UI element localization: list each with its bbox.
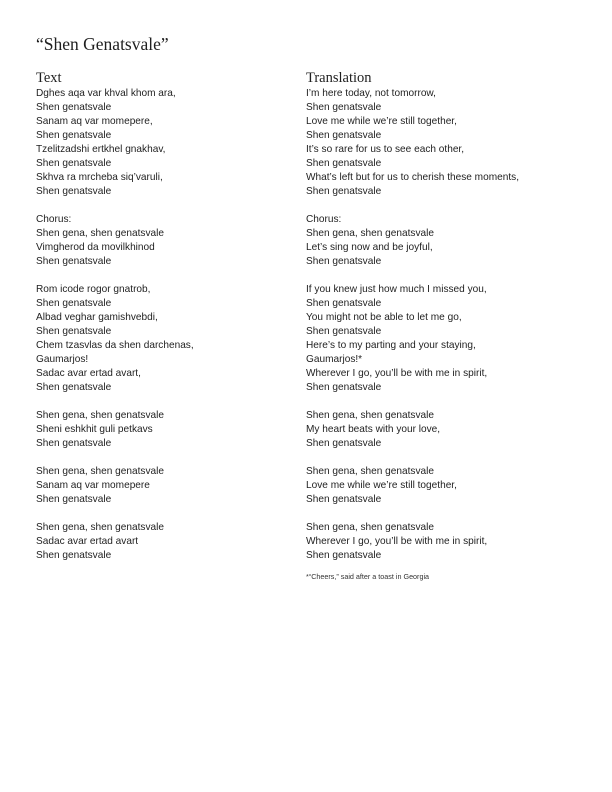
translation-line: Shen gena, shen genatsvale	[306, 466, 434, 477]
lyric-line: Gaumarjos!	[36, 354, 89, 365]
translation-line: Here’s to my parting and your staying,	[306, 340, 476, 351]
lyric-line: Shen genatsvale	[36, 158, 112, 169]
lyric-line: Shen genatsvale	[36, 494, 112, 505]
translation-line: What’s left but for us to cherish these moments,	[306, 172, 519, 183]
lyric-line: Sanam aq var momepere	[36, 480, 150, 491]
translation-line: Shen genatsvale	[306, 102, 382, 113]
lyric-line: Sadac avar ertad avart	[36, 536, 139, 547]
translation-stanzas	[306, 87, 596, 563]
lyric-line: Chorus:	[36, 214, 72, 225]
translation-stanza	[306, 465, 596, 507]
lyric-line: Shen genatsvale	[36, 438, 112, 449]
lyric-stanza	[36, 87, 296, 199]
lyric-line: Shen genatsvale	[36, 256, 112, 267]
lyric-line: Sadac avar ertad avart,	[36, 368, 141, 379]
translation-line: Shen genatsvale	[306, 130, 382, 141]
translation-line: Shen gena, shen genatsvale	[306, 228, 434, 239]
lyric-line: Vimgherod da movilkhinod	[36, 242, 155, 253]
translation-line: Shen genatsvale	[306, 438, 382, 449]
original-text-column	[36, 69, 296, 563]
translation-line: Shen genatsvale	[306, 550, 382, 561]
translation-line: Shen gena, shen genatsvale	[306, 522, 434, 533]
lyric-line: Dghes aqa var khval khom ara,	[36, 88, 176, 99]
translation-line: Shen gena, shen genatsvale	[306, 410, 434, 421]
lyric-line: Shen genatsvale	[36, 130, 112, 141]
footnote: *“Cheers,” said after a toast in Georgia	[306, 572, 430, 581]
translation-line: Shen genatsvale	[306, 298, 382, 309]
original-stanzas	[36, 87, 296, 563]
translation-line: Let’s sing now and be joyful,	[306, 242, 433, 253]
lyric-stanza	[36, 409, 296, 451]
page-title: “Shen Genatsvale”	[36, 34, 169, 54]
translation-line: I’m here today, not tomorrow,	[306, 88, 436, 99]
translation-line: Gaumarjos!*	[306, 354, 363, 365]
translation-line: Shen genatsvale	[306, 158, 382, 169]
translation-line: Shen genatsvale	[306, 186, 382, 197]
lyric-line: Shen gena, shen genatsvale	[36, 466, 164, 477]
lyric-line: Sanam aq var momepere,	[36, 116, 153, 127]
translation-line: Shen genatsvale	[306, 256, 382, 267]
lyric-stanza	[36, 213, 296, 269]
lyric-line: Albad veghar gamishvebdi,	[36, 312, 158, 323]
lyric-line: Shen genatsvale	[36, 326, 112, 337]
translation-line: My heart beats with your love,	[306, 424, 441, 435]
lyric-line: Sheni eshkhit guli petkavs	[36, 424, 153, 435]
lyric-line: Chem tzasvlas da shen darchenas,	[36, 340, 194, 351]
translation-line: Wherever I go, you’ll be with me in spirit,	[306, 368, 488, 379]
lyric-line: Shen genatsvale	[36, 102, 112, 113]
lyric-line: Shen genatsvale	[36, 186, 112, 197]
lyric-line: Rom icode rogor gnatrob,	[36, 284, 151, 295]
translation-line: Wherever I go, you’ll be with me in spirit,	[306, 536, 488, 547]
translation-line: If you knew just how much I missed you,	[306, 284, 487, 295]
translation-stanza	[306, 87, 596, 199]
translation-line: You might not be able to let me go,	[306, 312, 462, 323]
lyric-line: Shen genatsvale	[36, 298, 112, 309]
lyric-line: Shen gena, shen genatsvale	[36, 410, 164, 421]
translation-line: It’s so rare for us to see each other,	[306, 144, 465, 155]
lyric-line: Shen gena, shen genatsvale	[36, 522, 164, 533]
translation-stanza	[306, 521, 596, 563]
lyric-stanza	[36, 521, 296, 563]
translation-stanza	[306, 283, 596, 395]
lyric-line: Skhva ra mrcheba siq’varuli,	[36, 172, 163, 183]
translation-line: Shen genatsvale	[306, 326, 382, 337]
translation-line: Chorus:	[306, 214, 342, 225]
translation-column	[306, 69, 596, 582]
translation-line: Love me while we’re still together,	[306, 480, 457, 491]
text-heading: Text	[36, 70, 62, 86]
lyric-stanza	[36, 283, 296, 395]
translation-line: Shen genatsvale	[306, 382, 382, 393]
translation-line: Love me while we’re still together,	[306, 116, 457, 127]
translation-stanza	[306, 213, 596, 269]
lyric-stanza	[36, 465, 296, 507]
lyric-line: Shen genatsvale	[36, 550, 112, 561]
translation-stanza	[306, 409, 596, 451]
lyric-line: Tzelitzadshi ertkhel gnakhav,	[36, 144, 166, 155]
lyric-line: Shen genatsvale	[36, 382, 112, 393]
lyric-line: Shen gena, shen genatsvale	[36, 228, 164, 239]
translation-heading: Translation	[306, 70, 372, 86]
translation-line: Shen genatsvale	[306, 494, 382, 505]
